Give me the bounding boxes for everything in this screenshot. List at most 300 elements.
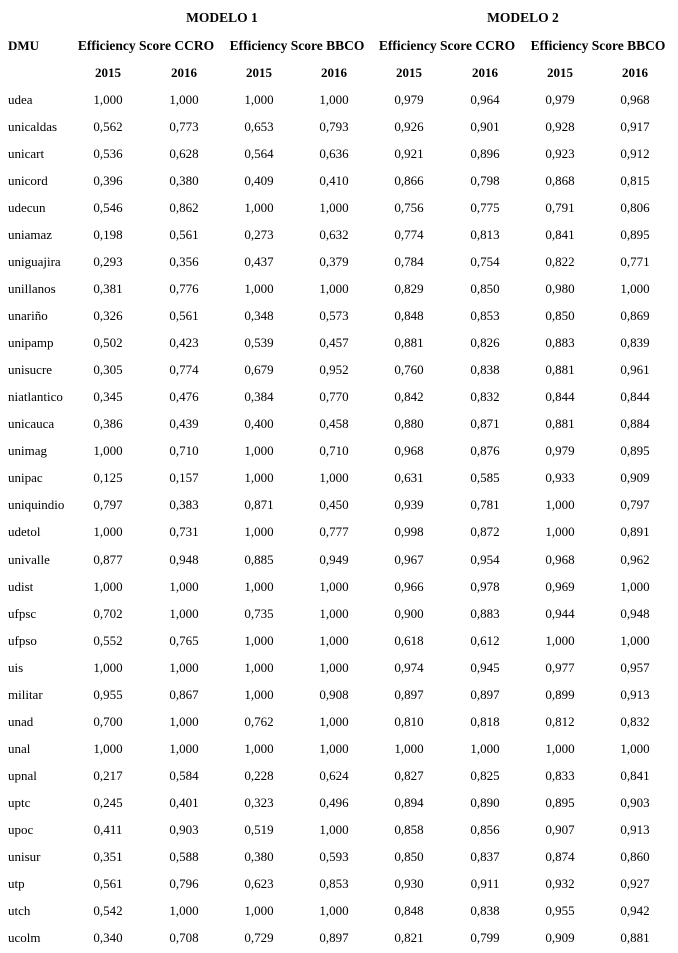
year-header: 2015 (396, 65, 422, 80)
score-cell: 0,561 (169, 227, 199, 243)
score-cell: 1,000 (93, 740, 123, 756)
score-cell: 0,913 (620, 686, 650, 702)
score-cell: 0,967 (394, 551, 424, 567)
table-row (0, 194, 678, 221)
dmu-name-cell: upnal (8, 767, 37, 783)
score-cell: 0,829 (394, 281, 424, 297)
dmu-name-cell: niatlantico (8, 389, 63, 405)
score-cell: 1,000 (244, 443, 274, 459)
score-cell: 0,955 (93, 686, 123, 702)
year-header-row (0, 59, 678, 86)
score-cell: 1,000 (319, 713, 349, 729)
score-cell: 0,903 (169, 821, 199, 837)
score-cell: 0,885 (244, 551, 274, 567)
score-cell: 1,000 (244, 281, 274, 297)
score-cell: 0,623 (244, 875, 274, 891)
table-row (0, 735, 678, 762)
score-cell: 0,380 (244, 848, 274, 864)
score-cell: 1,000 (169, 92, 199, 107)
year-header: 2015 (95, 65, 121, 80)
table-row (0, 167, 678, 194)
score-cell: 1,000 (244, 524, 274, 540)
table-row (0, 113, 678, 140)
score-cell: 0,856 (470, 821, 500, 837)
score-cell: 1,000 (545, 497, 575, 513)
score-cell: 0,762 (244, 713, 274, 729)
score-cell: 0,900 (394, 605, 424, 621)
score-cell: 0,838 (470, 362, 500, 378)
score-cell: 0,536 (93, 146, 123, 162)
dmu-name-cell: unisur (8, 848, 41, 864)
score-cell: 0,921 (394, 146, 424, 162)
score-cell: 0,356 (169, 254, 199, 270)
score-cell: 0,396 (93, 173, 123, 189)
score-cell: 0,880 (394, 416, 424, 432)
score-cell: 1,000 (319, 605, 349, 621)
model-2-title: MODELO 2 (487, 10, 559, 25)
score-cell: 0,978 (470, 578, 500, 594)
score-cell: 0,839 (620, 335, 650, 351)
dmu-name-cell: unimag (8, 443, 47, 459)
score-cell: 0,826 (470, 335, 500, 351)
score-cell: 0,632 (319, 227, 349, 243)
score-cell: 0,968 (394, 443, 424, 459)
year-header: 2016 (321, 65, 347, 80)
score-cell: 1,000 (545, 524, 575, 540)
score-cell: 0,949 (319, 551, 349, 567)
score-cell: 1,000 (93, 443, 123, 459)
score-cell: 1,000 (319, 902, 349, 918)
score-cell: 1,000 (319, 632, 349, 648)
score-cell: 0,340 (93, 929, 123, 945)
score-cell: 0,776 (169, 281, 199, 297)
dmu-name-cell: upoc (8, 821, 34, 837)
score-cell: 0,618 (394, 632, 424, 648)
score-cell: 0,853 (319, 875, 349, 891)
score-cell: 0,198 (93, 227, 123, 243)
score-cell: 0,351 (93, 848, 123, 864)
table-row (0, 437, 678, 464)
score-cell: 0,791 (545, 200, 575, 216)
metric-header-m2-ccro: Efficiency Score CCRO (378, 38, 516, 53)
score-cell: 0,833 (545, 767, 575, 783)
table-row (0, 275, 678, 302)
score-cell: 0,842 (394, 389, 424, 405)
score-cell: 0,458 (319, 416, 349, 432)
score-cell: 0,612 (470, 632, 500, 648)
score-cell: 0,348 (244, 308, 274, 324)
score-cell: 0,539 (244, 335, 274, 351)
score-cell: 0,998 (394, 524, 424, 540)
score-cell: 0,860 (620, 848, 650, 864)
score-cell: 1,000 (620, 632, 650, 648)
score-cell: 0,977 (545, 659, 575, 675)
score-cell: 0,729 (244, 929, 274, 945)
score-cell: 0,883 (470, 605, 500, 621)
table-row (0, 86, 678, 113)
score-cell: 0,710 (319, 443, 349, 459)
score-cell: 0,979 (394, 92, 424, 107)
score-cell: 0,439 (169, 416, 199, 432)
score-cell: 0,774 (169, 362, 199, 378)
score-cell: 0,927 (620, 875, 650, 891)
score-cell: 0,450 (319, 497, 349, 513)
score-cell: 0,827 (394, 767, 424, 783)
score-cell: 0,345 (93, 389, 123, 405)
score-cell: 0,895 (620, 443, 650, 459)
score-cell: 1,000 (169, 605, 199, 621)
score-cell: 0,305 (93, 362, 123, 378)
score-cell: 0,838 (470, 902, 500, 918)
score-cell: 0,735 (244, 605, 274, 621)
score-cell: 0,564 (244, 146, 274, 162)
score-cell: 0,653 (244, 119, 274, 135)
score-cell: 0,799 (470, 929, 500, 945)
score-cell: 1,000 (244, 659, 274, 675)
score-cell: 0,765 (169, 632, 199, 648)
score-cell: 0,964 (470, 92, 500, 107)
table-row (0, 356, 678, 383)
dmu-name-cell: uniguajira (8, 254, 61, 270)
score-cell: 0,926 (394, 119, 424, 135)
year-header: 2016 (472, 65, 498, 80)
score-cell: 1,000 (169, 713, 199, 729)
model-1-title: MODELO 1 (186, 10, 258, 25)
score-cell: 0,631 (394, 470, 424, 486)
score-cell: 1,000 (545, 632, 575, 648)
year-header: 2016 (622, 65, 648, 80)
table-row (0, 491, 678, 518)
score-cell: 0,928 (545, 119, 575, 135)
score-cell: 0,679 (244, 362, 274, 378)
score-cell: 0,850 (470, 281, 500, 297)
score-cell: 0,293 (93, 254, 123, 270)
score-cell: 0,825 (470, 767, 500, 783)
score-cell: 1,000 (244, 632, 274, 648)
score-cell: 0,858 (394, 821, 424, 837)
table-row (0, 870, 678, 897)
score-cell: 0,228 (244, 767, 274, 783)
score-cell: 1,000 (93, 659, 123, 675)
score-cell: 0,979 (545, 443, 575, 459)
table-row (0, 329, 678, 356)
score-cell: 0,561 (169, 308, 199, 324)
score-cell: 0,593 (319, 848, 349, 864)
table-row (0, 464, 678, 491)
score-cell: 0,821 (394, 929, 424, 945)
score-cell: 0,588 (169, 848, 199, 864)
score-cell: 0,969 (545, 578, 575, 594)
score-cell: 0,954 (470, 551, 500, 567)
score-cell: 0,909 (545, 929, 575, 945)
score-cell: 0,944 (545, 605, 575, 621)
score-cell: 1,000 (93, 92, 123, 107)
score-cell: 0,948 (620, 605, 650, 621)
score-cell: 1,000 (169, 740, 199, 756)
score-cell: 0,806 (620, 200, 650, 216)
score-cell: 0,897 (470, 686, 500, 702)
score-cell: 0,774 (394, 227, 424, 243)
dmu-name-cell: unicaldas (8, 119, 58, 135)
score-cell: 0,881 (394, 335, 424, 351)
score-cell: 0,841 (545, 227, 575, 243)
table-row (0, 627, 678, 654)
score-cell: 0,974 (394, 659, 424, 675)
score-cell: 0,908 (319, 686, 349, 702)
score-cell: 1,000 (319, 281, 349, 297)
score-cell: 0,962 (620, 551, 650, 567)
score-cell: 0,948 (169, 551, 199, 567)
table-row (0, 654, 678, 681)
score-cell: 1,000 (244, 92, 274, 107)
score-cell: 0,871 (470, 416, 500, 432)
score-cell: 0,881 (545, 362, 575, 378)
score-cell: 0,519 (244, 821, 274, 837)
score-cell: 0,157 (169, 470, 199, 486)
score-cell: 0,410 (319, 173, 349, 189)
table-row (0, 140, 678, 167)
score-cell: 0,968 (545, 551, 575, 567)
metric-header-m2-bbco: Efficiency Score BBCO (530, 38, 666, 53)
dmu-name-cell: uptc (8, 794, 31, 810)
score-cell: 0,400 (244, 416, 274, 432)
dmu-name-cell: unicauca (8, 416, 55, 432)
dmu-name-cell: udea (8, 92, 33, 107)
score-cell: 1,000 (620, 281, 650, 297)
table-row (0, 762, 678, 789)
table-row (0, 600, 678, 627)
table-row (0, 302, 678, 329)
score-cell: 0,401 (169, 794, 199, 810)
dmu-name-cell: udecun (8, 200, 46, 216)
dmu-name-cell: uniamaz (8, 227, 53, 243)
score-cell: 0,837 (470, 848, 500, 864)
score-cell: 0,930 (394, 875, 424, 891)
score-cell: 0,710 (169, 443, 199, 459)
table-row (0, 924, 678, 951)
score-cell: 0,383 (169, 497, 199, 513)
score-cell: 0,939 (394, 497, 424, 513)
score-cell: 0,760 (394, 362, 424, 378)
table-row (0, 573, 678, 600)
dmu-name-cell: utch (8, 902, 31, 918)
dmu-name-cell: unariño (8, 308, 48, 324)
score-cell: 0,866 (394, 173, 424, 189)
score-cell: 0,386 (93, 416, 123, 432)
score-cell: 0,584 (169, 767, 199, 783)
score-cell: 0,793 (319, 119, 349, 135)
score-cell: 0,273 (244, 227, 274, 243)
score-cell: 0,899 (545, 686, 575, 702)
score-cell: 0,890 (470, 794, 500, 810)
score-cell: 1,000 (93, 578, 123, 594)
score-cell: 1,000 (620, 578, 650, 594)
metric-header-m1-bbco: Efficiency Score BBCO (229, 38, 365, 53)
score-cell: 0,871 (244, 497, 274, 513)
score-cell: 0,841 (620, 767, 650, 783)
dmu-name-cell: unal (8, 740, 31, 756)
score-cell: 0,942 (620, 902, 650, 918)
score-cell: 1,000 (244, 740, 274, 756)
score-cell: 0,907 (545, 821, 575, 837)
score-cell: 1,000 (319, 740, 349, 756)
score-cell: 0,844 (545, 389, 575, 405)
score-cell: 1,000 (244, 200, 274, 216)
score-cell: 0,869 (620, 308, 650, 324)
score-cell: 0,850 (394, 848, 424, 864)
table-row (0, 518, 678, 545)
score-cell: 1,000 (620, 740, 650, 756)
score-cell: 0,895 (620, 227, 650, 243)
metric-header-m1-ccro: Efficiency Score CCRO (77, 38, 215, 53)
score-cell: 0,911 (470, 875, 500, 891)
table-row (0, 410, 678, 437)
score-cell: 0,912 (620, 146, 650, 162)
dmu-name-cell: ufpsc (8, 605, 37, 621)
score-cell: 0,771 (620, 254, 650, 270)
dmu-name-cell: univalle (8, 551, 50, 567)
score-cell: 0,380 (169, 173, 199, 189)
dmu-name-cell: udetol (8, 524, 41, 540)
score-cell: 0,961 (620, 362, 650, 378)
score-cell: 0,777 (319, 524, 349, 540)
score-cell: 0,798 (470, 173, 500, 189)
score-cell: 0,624 (319, 767, 349, 783)
score-cell: 0,784 (394, 254, 424, 270)
dmu-name-cell: ufpso (8, 632, 37, 648)
table-row (0, 546, 678, 573)
score-cell: 0,409 (244, 173, 274, 189)
score-cell: 0,585 (470, 470, 500, 486)
score-cell: 0,883 (545, 335, 575, 351)
score-cell: 0,896 (470, 146, 500, 162)
metric-header-row (0, 32, 678, 59)
score-cell: 0,895 (545, 794, 575, 810)
score-cell: 0,872 (470, 524, 500, 540)
score-cell: 0,848 (394, 308, 424, 324)
score-cell: 0,562 (93, 119, 123, 135)
score-cell: 0,955 (545, 902, 575, 918)
dmu-name-cell: unicord (8, 173, 48, 189)
score-cell: 0,979 (545, 92, 575, 107)
score-cell: 0,945 (470, 659, 500, 675)
score-cell: 0,894 (394, 794, 424, 810)
year-header: 2015 (246, 65, 272, 80)
score-cell: 0,731 (169, 524, 199, 540)
score-cell: 1,000 (319, 659, 349, 675)
score-cell: 0,326 (93, 308, 123, 324)
score-cell: 0,775 (470, 200, 500, 216)
score-cell: 0,876 (470, 443, 500, 459)
dmu-name-cell: uniquindio (8, 497, 65, 513)
score-cell: 0,957 (620, 659, 650, 675)
score-cell: 0,770 (319, 389, 349, 405)
score-cell: 0,897 (394, 686, 424, 702)
dmu-name-cell: militar (8, 686, 43, 702)
score-cell: 0,850 (545, 308, 575, 324)
score-cell: 0,781 (470, 497, 500, 513)
dmu-name-cell: unipamp (8, 335, 54, 351)
score-cell: 0,917 (620, 119, 650, 135)
table-row (0, 708, 678, 735)
dmu-name-cell: utp (8, 875, 25, 891)
score-cell: 1,000 (244, 902, 274, 918)
dmu-name-cell: unillanos (8, 281, 56, 297)
score-cell: 1,000 (93, 524, 123, 540)
score-cell: 0,818 (470, 713, 500, 729)
score-cell: 0,476 (169, 389, 199, 405)
score-cell: 1,000 (319, 470, 349, 486)
table-row (0, 221, 678, 248)
score-cell: 1,000 (545, 740, 575, 756)
score-cell: 0,796 (169, 875, 199, 891)
score-cell: 0,881 (545, 416, 575, 432)
score-cell: 0,952 (319, 362, 349, 378)
score-cell: 0,853 (470, 308, 500, 324)
score-cell: 0,815 (620, 173, 650, 189)
score-cell: 1,000 (169, 659, 199, 675)
table-row (0, 248, 678, 275)
dmu-name-cell: unipac (8, 470, 43, 486)
year-header: 2016 (171, 65, 197, 80)
score-cell: 1,000 (169, 578, 199, 594)
score-cell: 0,756 (394, 200, 424, 216)
score-cell: 0,877 (93, 551, 123, 567)
score-cell: 0,797 (620, 497, 650, 513)
score-cell: 1,000 (394, 740, 424, 756)
dmu-column-header: DMU (8, 38, 40, 53)
score-cell: 1,000 (319, 821, 349, 837)
score-cell: 0,913 (620, 821, 650, 837)
dmu-name-cell: unicart (8, 146, 45, 162)
dmu-name-cell: udist (8, 578, 34, 594)
score-cell: 1,000 (244, 470, 274, 486)
score-cell: 0,832 (620, 713, 650, 729)
score-cell: 0,810 (394, 713, 424, 729)
score-cell: 0,968 (620, 92, 650, 107)
score-cell: 0,966 (394, 578, 424, 594)
table-row (0, 789, 678, 816)
score-cell: 0,384 (244, 389, 274, 405)
score-cell: 0,822 (545, 254, 575, 270)
score-cell: 0,323 (244, 794, 274, 810)
score-cell: 0,891 (620, 524, 650, 540)
score-cell: 0,457 (319, 335, 349, 351)
score-cell: 0,636 (319, 146, 349, 162)
score-cell: 0,437 (244, 254, 274, 270)
dmu-name-cell: uis (8, 659, 24, 675)
score-cell: 0,411 (93, 821, 123, 837)
score-cell: 0,125 (93, 470, 123, 486)
score-cell: 0,980 (545, 281, 575, 297)
score-cell: 0,773 (169, 119, 199, 135)
dmu-name-cell: unad (8, 713, 34, 729)
score-cell: 1,000 (244, 578, 274, 594)
score-cell: 0,923 (545, 146, 575, 162)
score-cell: 0,862 (169, 200, 199, 216)
dmu-name-cell: unisucre (8, 362, 53, 378)
score-cell: 0,702 (93, 605, 123, 621)
table-row (0, 681, 678, 708)
year-header: 2015 (547, 65, 573, 80)
dmu-name-cell: ucolm (8, 929, 41, 945)
score-cell: 0,797 (93, 497, 123, 513)
score-cell: 0,832 (470, 389, 500, 405)
score-cell: 0,546 (93, 200, 123, 216)
score-cell: 0,868 (545, 173, 575, 189)
score-cell: 0,932 (545, 875, 575, 891)
score-cell: 0,909 (620, 470, 650, 486)
